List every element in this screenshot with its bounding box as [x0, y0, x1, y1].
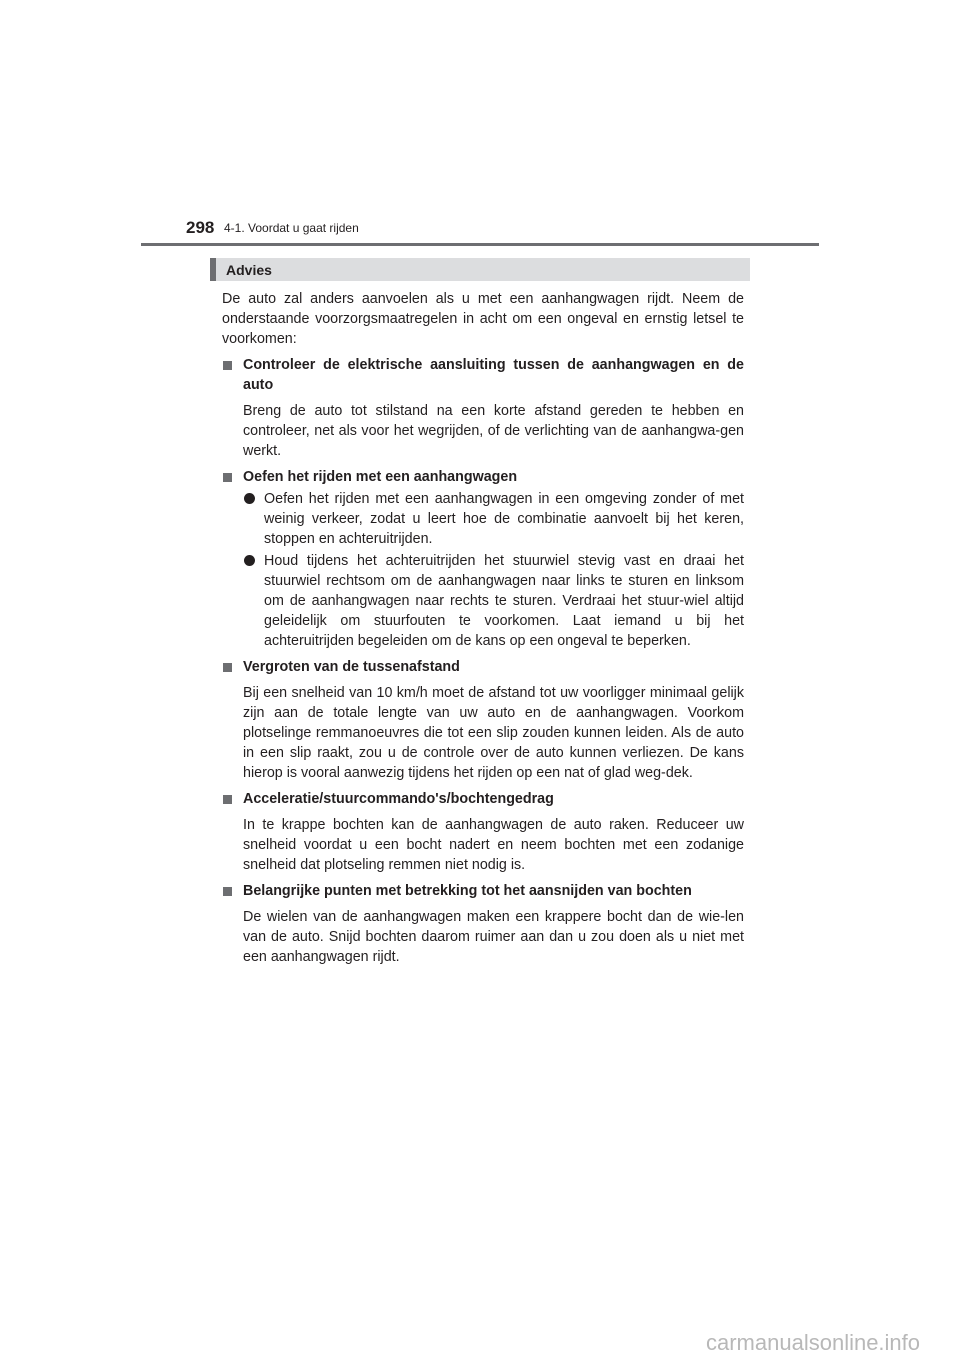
- watermark: carmanualsonline.info: [706, 1330, 921, 1355]
- sub-bullet: [243, 489, 744, 549]
- item-heading: Vergroten van de tussenafstand: [243, 659, 460, 675]
- square-bullet-icon: [223, 795, 232, 804]
- item-body: Breng de auto tot stilstand na een korte afstand gereden te hebben en controleer, net als voor het wegrijden, of de verlichting van de aanhangwa-gen werkt.: [243, 403, 744, 459]
- item-heading: Controleer de elektrische aansluiting tussen de aanhangwagen en de auto: [243, 357, 744, 393]
- advies-content: [222, 289, 744, 973]
- header-divider: [141, 243, 819, 246]
- section-title: 4-1. Voordat u gaat rijden: [224, 221, 359, 235]
- list-item: [222, 467, 744, 651]
- circle-bullet-icon: [244, 493, 255, 504]
- square-bullet-icon: [223, 361, 232, 370]
- item-heading: Acceleratie/stuurcommando's/bochtengedrag: [243, 791, 554, 807]
- item-heading: Belangrijke punten met betrekking tot het aansnijden van bochten: [243, 883, 692, 899]
- list-item: [222, 355, 744, 461]
- circle-bullet-icon: [244, 555, 255, 566]
- sub-bullet-text: Oefen het rijden met een aanhangwagen in een omgeving zonder of met weinig verkeer, zodat u leert hoe de combinatie aanvoelt bij het keren, stoppen en achteruitrijden.: [264, 491, 744, 547]
- square-bullet-icon: [223, 663, 232, 672]
- item-heading: Oefen het rijden met een aanhangwagen: [243, 469, 518, 485]
- list-item: [222, 881, 744, 967]
- list-item: [222, 789, 744, 875]
- sub-bullet: [243, 551, 744, 651]
- advies-header-bar: [210, 258, 750, 281]
- item-body: In te krappe bochten kan de aanhangwagen de auto raken. Reduceer uw snelheid voordat u een bocht nadert en neem bochten met een zodanige snelheid dat plotseling remmen niet nodig is.: [243, 817, 744, 873]
- list-item: [222, 657, 744, 783]
- square-bullet-icon: [223, 887, 232, 896]
- advies-label: Advies: [226, 262, 272, 278]
- item-body: Bij een snelheid van 10 km/h moet de afstand tot uw voorligger minimaal gelijk zijn aan de totale lengte van uw auto en de aanhangwagen. Voorkom plotselinge remmanoeuvres die tot een slip zouden kunnen leiden. Als de auto in een slip raakt, zou u de controle over de auto kunnen verliezen. De kans hierop is vooral aanwezig tijdens het rijden op een nat of glad weg-dek.: [243, 685, 744, 781]
- item-body: De wielen van de aanhangwagen maken een krappere bocht dan de wie-len van de auto. Snijd bochten daarom ruimer aan dan u zou doen als u niet met een aanhangwagen rijdt.: [243, 909, 744, 965]
- square-bullet-icon: [223, 473, 232, 482]
- sub-bullet-text: Houd tijdens het achteruitrijden het stuurwiel stevig vast en draai het stuurwiel rechtsom om de aanhangwagen naar links te sturen en linksom om de aanhangwagen naar rechts te sturen. Verdraai het stuur-wiel altijd geleidelijk om stuurfouten te voorkomen. Laat iemand u bij het achteruitrijden begeleiden om de kans op een ongeval te beperken.: [264, 553, 744, 649]
- intro-paragraph: De auto zal anders aanvoelen als u met een aanhangwagen rijdt. Neem de onderstaande voorzorgsmaatregelen in acht om een ongeval en ernstig letsel te voorkomen:: [222, 291, 744, 347]
- page-number: 298: [186, 218, 215, 237]
